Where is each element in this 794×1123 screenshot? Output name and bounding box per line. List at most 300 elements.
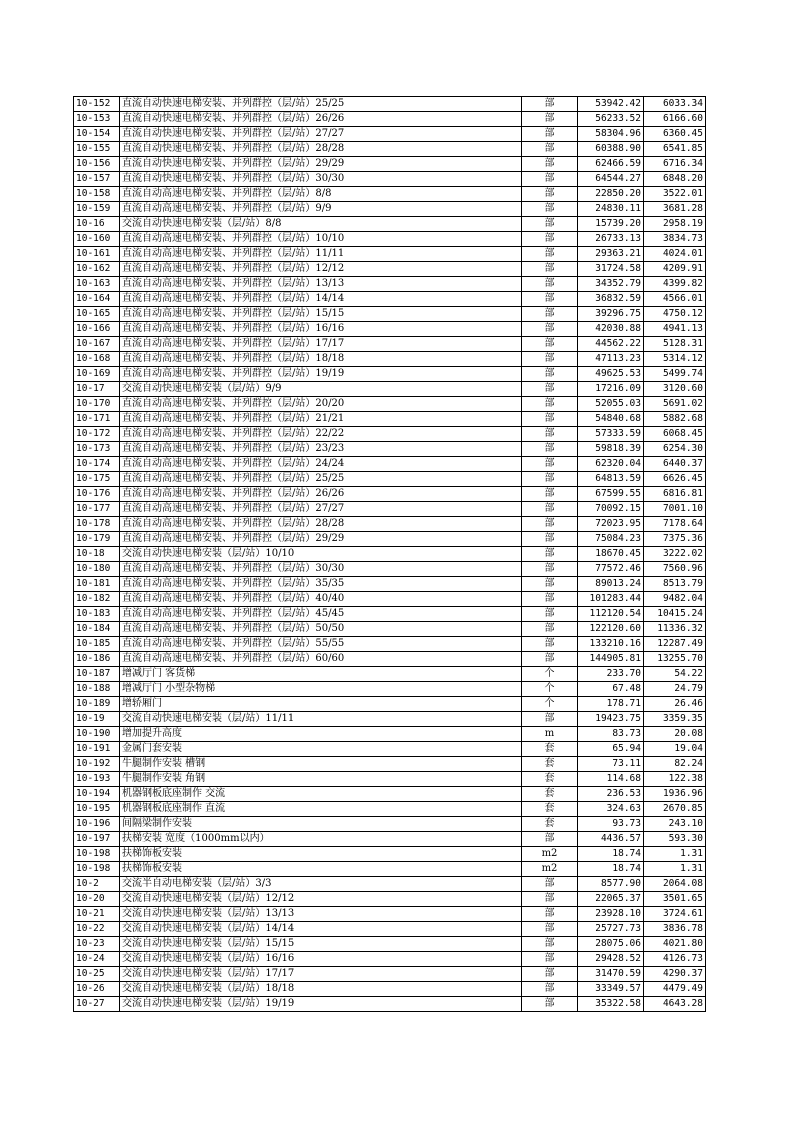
- labor-cost-cell: 4209.91: [644, 262, 706, 277]
- base-price-cell: 133210.16: [578, 637, 644, 652]
- unit-cell: 部: [522, 547, 578, 562]
- item-name-cell: 牛腿制作安装 槽钢: [120, 757, 522, 772]
- table-row: [74, 397, 706, 412]
- table-row: [74, 577, 706, 592]
- unit-cell: 套: [522, 742, 578, 757]
- base-price-cell: 62320.04: [578, 457, 644, 472]
- unit-cell: 部: [522, 157, 578, 172]
- table-row: [74, 787, 706, 802]
- base-price-cell: 8577.90: [578, 877, 644, 892]
- unit-cell: 套: [522, 787, 578, 802]
- item-name-cell: 直流自动高速电梯安装、并列群控（层/站）20/20: [120, 397, 522, 412]
- unit-cell: 部: [522, 892, 578, 907]
- base-price-cell: 112120.54: [578, 607, 644, 622]
- item-code-cell: 10-162: [74, 262, 120, 277]
- item-name-cell: 交流自动快速电梯安装（层/站）17/17: [120, 967, 522, 982]
- base-price-cell: 36832.59: [578, 292, 644, 307]
- item-name-cell: 交流自动快速电梯安装（层/站）11/11: [120, 712, 522, 727]
- item-name-cell: 交流半自动电梯安装（层/站）3/3: [120, 877, 522, 892]
- item-name-cell: 直流自动快速电梯安装、并列群控（层/站）26/26: [120, 112, 522, 127]
- base-price-cell: 70092.15: [578, 502, 644, 517]
- labor-cost-cell: 593.30: [644, 832, 706, 847]
- item-name-cell: 增减厅门 客货梯: [120, 667, 522, 682]
- item-code-cell: 10-165: [74, 307, 120, 322]
- item-code-cell: 10-169: [74, 367, 120, 382]
- unit-cell: 套: [522, 772, 578, 787]
- item-code-cell: 10-197: [74, 832, 120, 847]
- base-price-cell: 18.74: [578, 847, 644, 862]
- item-code-cell: 10-157: [74, 172, 120, 187]
- unit-cell: 个: [522, 667, 578, 682]
- unit-cell: m: [522, 727, 578, 742]
- item-name-cell: 金属门套安装: [120, 742, 522, 757]
- item-name-cell: 扶梯安装 宽度（1000mm以内）: [120, 832, 522, 847]
- item-name-cell: 扶梯饰板安装: [120, 847, 522, 862]
- unit-cell: 部: [522, 577, 578, 592]
- unit-cell: 部: [522, 202, 578, 217]
- table-row: [74, 592, 706, 607]
- unit-cell: 部: [522, 982, 578, 997]
- unit-cell: 部: [522, 607, 578, 622]
- base-price-cell: 25727.73: [578, 922, 644, 937]
- labor-cost-cell: 1.31: [644, 862, 706, 877]
- item-code-cell: 10-190: [74, 727, 120, 742]
- base-price-cell: 44562.22: [578, 337, 644, 352]
- base-price-cell: 233.70: [578, 667, 644, 682]
- item-name-cell: 直流自动高速电梯安装、并列群控（层/站）8/8: [120, 187, 522, 202]
- base-price-cell: 101283.44: [578, 592, 644, 607]
- item-name-cell: 直流自动高速电梯安装、并列群控（层/站）11/11: [120, 247, 522, 262]
- table-row: [74, 772, 706, 787]
- labor-cost-cell: 2958.19: [644, 217, 706, 232]
- item-name-cell: 直流自动高速电梯安装、并列群控（层/站）60/60: [120, 652, 522, 667]
- table-row: [74, 967, 706, 982]
- table-row: [74, 112, 706, 127]
- item-name-cell: 交流自动快速电梯安装（层/站）18/18: [120, 982, 522, 997]
- labor-cost-cell: 2670.85: [644, 802, 706, 817]
- unit-cell: 部: [522, 427, 578, 442]
- item-code-cell: 10-175: [74, 472, 120, 487]
- base-price-cell: 122120.60: [578, 622, 644, 637]
- base-price-cell: 89013.24: [578, 577, 644, 592]
- base-price-cell: 236.53: [578, 787, 644, 802]
- unit-cell: 部: [522, 412, 578, 427]
- item-code-cell: 10-24: [74, 952, 120, 967]
- unit-cell: 部: [522, 907, 578, 922]
- unit-cell: 个: [522, 697, 578, 712]
- table-row: [74, 637, 706, 652]
- table-row: [74, 472, 706, 487]
- table-row: [74, 817, 706, 832]
- item-code-cell: 10-20: [74, 892, 120, 907]
- base-price-cell: 144905.81: [578, 652, 644, 667]
- item-code-cell: 10-198: [74, 847, 120, 862]
- base-price-cell: 62466.59: [578, 157, 644, 172]
- item-name-cell: 直流自动高速电梯安装、并列群控（层/站）15/15: [120, 307, 522, 322]
- labor-cost-cell: 6848.20: [644, 172, 706, 187]
- unit-cell: m2: [522, 847, 578, 862]
- table-row: [74, 937, 706, 952]
- item-name-cell: 直流自动高速电梯安装、并列群控（层/站）26/26: [120, 487, 522, 502]
- base-price-cell: 49625.53: [578, 367, 644, 382]
- item-name-cell: 增轿厢门: [120, 697, 522, 712]
- item-code-cell: 10-192: [74, 757, 120, 772]
- labor-cost-cell: 243.10: [644, 817, 706, 832]
- item-name-cell: 增加提升高度: [120, 727, 522, 742]
- item-name-cell: 扶梯饰板安装: [120, 862, 522, 877]
- labor-cost-cell: 5882.68: [644, 412, 706, 427]
- table-row: [74, 802, 706, 817]
- unit-cell: 部: [522, 232, 578, 247]
- table-row: [74, 247, 706, 262]
- base-price-cell: 24830.11: [578, 202, 644, 217]
- base-price-cell: 34352.79: [578, 277, 644, 292]
- item-name-cell: 直流自动高速电梯安装、并列群控（层/站）27/27: [120, 502, 522, 517]
- table-row: [74, 727, 706, 742]
- labor-cost-cell: 5499.74: [644, 367, 706, 382]
- labor-cost-cell: 4643.28: [644, 997, 706, 1012]
- base-price-cell: 18.74: [578, 862, 644, 877]
- base-price-cell: 31470.59: [578, 967, 644, 982]
- item-name-cell: 交流自动快速电梯安装（层/站）12/12: [120, 892, 522, 907]
- item-name-cell: 直流自动高速电梯安装、并列群控（层/站）45/45: [120, 607, 522, 622]
- base-price-cell: 65.94: [578, 742, 644, 757]
- table-row: [74, 697, 706, 712]
- labor-cost-cell: 5314.12: [644, 352, 706, 367]
- item-name-cell: 直流自动高速电梯安装、并列群控（层/站）22/22: [120, 427, 522, 442]
- unit-cell: 部: [522, 187, 578, 202]
- item-name-cell: 直流自动高速电梯安装、并列群控（层/站）9/9: [120, 202, 522, 217]
- item-code-cell: 10-171: [74, 412, 120, 427]
- labor-cost-cell: 20.08: [644, 727, 706, 742]
- base-price-cell: 73.11: [578, 757, 644, 772]
- labor-cost-cell: 1936.96: [644, 787, 706, 802]
- item-name-cell: 直流自动高速电梯安装、并列群控（层/站）35/35: [120, 577, 522, 592]
- item-name-cell: 直流自动高速电梯安装、并列群控（层/站）10/10: [120, 232, 522, 247]
- item-code-cell: 10-159: [74, 202, 120, 217]
- base-price-cell: 22850.20: [578, 187, 644, 202]
- table-row: [74, 892, 706, 907]
- item-code-cell: 10-185: [74, 637, 120, 652]
- unit-cell: 个: [522, 682, 578, 697]
- unit-cell: 部: [522, 877, 578, 892]
- table-row: [74, 97, 706, 112]
- table-row: [74, 322, 706, 337]
- base-price-cell: 67.48: [578, 682, 644, 697]
- table-row: [74, 907, 706, 922]
- labor-cost-cell: 3834.73: [644, 232, 706, 247]
- table-row: [74, 127, 706, 142]
- item-name-cell: 直流自动快速电梯安装、并列群控（层/站）27/27: [120, 127, 522, 142]
- item-code-cell: 10-195: [74, 802, 120, 817]
- labor-cost-cell: 6166.60: [644, 112, 706, 127]
- item-code-cell: 10-154: [74, 127, 120, 142]
- base-price-cell: 18670.45: [578, 547, 644, 562]
- item-code-cell: 10-161: [74, 247, 120, 262]
- quota-table: [73, 96, 706, 1012]
- item-code-cell: 10-177: [74, 502, 120, 517]
- item-code-cell: 10-180: [74, 562, 120, 577]
- item-code-cell: 10-26: [74, 982, 120, 997]
- base-price-cell: 58304.96: [578, 127, 644, 142]
- unit-cell: 部: [522, 247, 578, 262]
- item-name-cell: 直流自动高速电梯安装、并列群控（层/站）29/29: [120, 532, 522, 547]
- table-body: [74, 97, 706, 1012]
- base-price-cell: 28075.06: [578, 937, 644, 952]
- item-name-cell: 直流自动高速电梯安装、并列群控（层/站）13/13: [120, 277, 522, 292]
- unit-cell: 部: [522, 367, 578, 382]
- labor-cost-cell: 4126.73: [644, 952, 706, 967]
- item-code-cell: 10-22: [74, 922, 120, 937]
- item-name-cell: 直流自动高速电梯安装、并列群控（层/站）55/55: [120, 637, 522, 652]
- item-code-cell: 10-155: [74, 142, 120, 157]
- base-price-cell: 39296.75: [578, 307, 644, 322]
- base-price-cell: 4436.57: [578, 832, 644, 847]
- item-name-cell: 交流自动快速电梯安装（层/站）13/13: [120, 907, 522, 922]
- labor-cost-cell: 10415.24: [644, 607, 706, 622]
- table-row: [74, 442, 706, 457]
- item-name-cell: 直流自动高速电梯安装、并列群控（层/站）25/25: [120, 472, 522, 487]
- labor-cost-cell: 6440.37: [644, 457, 706, 472]
- labor-cost-cell: 6033.34: [644, 97, 706, 112]
- labor-cost-cell: 7560.96: [644, 562, 706, 577]
- table-row: [74, 622, 706, 637]
- base-price-cell: 72023.95: [578, 517, 644, 532]
- table-row: [74, 742, 706, 757]
- item-name-cell: 直流自动高速电梯安装、并列群控（层/站）12/12: [120, 262, 522, 277]
- item-code-cell: 10-194: [74, 787, 120, 802]
- item-code-cell: 10-182: [74, 592, 120, 607]
- item-name-cell: 增减厅门 小型杂物梯: [120, 682, 522, 697]
- base-price-cell: 114.68: [578, 772, 644, 787]
- table-row: [74, 232, 706, 247]
- unit-cell: 部: [522, 172, 578, 187]
- table-row: [74, 982, 706, 997]
- table-row: [74, 277, 706, 292]
- base-price-cell: 59818.39: [578, 442, 644, 457]
- item-name-cell: 直流自动高速电梯安装、并列群控（层/站）19/19: [120, 367, 522, 382]
- item-code-cell: 10-167: [74, 337, 120, 352]
- base-price-cell: 54840.68: [578, 412, 644, 427]
- base-price-cell: 178.71: [578, 697, 644, 712]
- base-price-cell: 31724.58: [578, 262, 644, 277]
- labor-cost-cell: 24.79: [644, 682, 706, 697]
- table-row: [74, 202, 706, 217]
- labor-cost-cell: 4290.37: [644, 967, 706, 982]
- table-row: [74, 292, 706, 307]
- unit-cell: 部: [522, 592, 578, 607]
- item-code-cell: 10-163: [74, 277, 120, 292]
- item-code-cell: 10-153: [74, 112, 120, 127]
- unit-cell: 部: [522, 262, 578, 277]
- item-code-cell: 10-19: [74, 712, 120, 727]
- unit-cell: 部: [522, 337, 578, 352]
- unit-cell: 部: [522, 652, 578, 667]
- labor-cost-cell: 4566.01: [644, 292, 706, 307]
- labor-cost-cell: 3681.28: [644, 202, 706, 217]
- item-code-cell: 10-27: [74, 997, 120, 1012]
- labor-cost-cell: 19.04: [644, 742, 706, 757]
- base-price-cell: 29363.21: [578, 247, 644, 262]
- base-price-cell: 33349.57: [578, 982, 644, 997]
- labor-cost-cell: 3522.01: [644, 187, 706, 202]
- labor-cost-cell: 4399.82: [644, 277, 706, 292]
- unit-cell: 部: [522, 487, 578, 502]
- table-row: [74, 157, 706, 172]
- table-row: [74, 262, 706, 277]
- unit-cell: 部: [522, 127, 578, 142]
- table-row: [74, 187, 706, 202]
- item-code-cell: 10-158: [74, 187, 120, 202]
- table-row: [74, 217, 706, 232]
- labor-cost-cell: 4024.01: [644, 247, 706, 262]
- table-row: [74, 667, 706, 682]
- base-price-cell: 64544.27: [578, 172, 644, 187]
- labor-cost-cell: 3359.35: [644, 712, 706, 727]
- labor-cost-cell: 3501.65: [644, 892, 706, 907]
- unit-cell: 部: [522, 112, 578, 127]
- item-code-cell: 10-188: [74, 682, 120, 697]
- table-row: [74, 847, 706, 862]
- labor-cost-cell: 11336.32: [644, 622, 706, 637]
- item-name-cell: 机器钢板底座制作 直流: [120, 802, 522, 817]
- unit-cell: 部: [522, 952, 578, 967]
- table-row: [74, 607, 706, 622]
- item-code-cell: 10-191: [74, 742, 120, 757]
- unit-cell: 部: [522, 997, 578, 1012]
- labor-cost-cell: 6816.81: [644, 487, 706, 502]
- item-name-cell: 直流自动高速电梯安装、并列群控（层/站）30/30: [120, 562, 522, 577]
- table-row: [74, 547, 706, 562]
- table-row: [74, 412, 706, 427]
- table-row: [74, 712, 706, 727]
- base-price-cell: 35322.58: [578, 997, 644, 1012]
- table-row: [74, 502, 706, 517]
- item-name-cell: 间隔梁制作安装: [120, 817, 522, 832]
- labor-cost-cell: 6254.30: [644, 442, 706, 457]
- labor-cost-cell: 3724.61: [644, 907, 706, 922]
- item-code-cell: 10-178: [74, 517, 120, 532]
- base-price-cell: 57333.59: [578, 427, 644, 442]
- labor-cost-cell: 5128.31: [644, 337, 706, 352]
- table-row: [74, 532, 706, 547]
- labor-cost-cell: 4941.13: [644, 322, 706, 337]
- item-name-cell: 牛腿制作安装 角钢: [120, 772, 522, 787]
- base-price-cell: 15739.20: [578, 217, 644, 232]
- unit-cell: 部: [522, 322, 578, 337]
- table-row: [74, 997, 706, 1012]
- item-name-cell: 直流自动快速电梯安装、并列群控（层/站）29/29: [120, 157, 522, 172]
- item-name-cell: 交流自动快速电梯安装（层/站）19/19: [120, 997, 522, 1012]
- labor-cost-cell: 3836.78: [644, 922, 706, 937]
- unit-cell: 部: [522, 562, 578, 577]
- labor-cost-cell: 7375.36: [644, 532, 706, 547]
- item-name-cell: 直流自动高速电梯安装、并列群控（层/站）14/14: [120, 292, 522, 307]
- unit-cell: 部: [522, 937, 578, 952]
- labor-cost-cell: 13255.70: [644, 652, 706, 667]
- item-name-cell: 直流自动高速电梯安装、并列群控（层/站）16/16: [120, 322, 522, 337]
- unit-cell: 部: [522, 922, 578, 937]
- unit-cell: 部: [522, 292, 578, 307]
- labor-cost-cell: 82.24: [644, 757, 706, 772]
- labor-cost-cell: 7001.10: [644, 502, 706, 517]
- base-price-cell: 75084.23: [578, 532, 644, 547]
- item-code-cell: 10-2: [74, 877, 120, 892]
- table-row: [74, 517, 706, 532]
- item-name-cell: 直流自动高速电梯安装、并列群控（层/站）23/23: [120, 442, 522, 457]
- item-code-cell: 10-172: [74, 427, 120, 442]
- labor-cost-cell: 122.38: [644, 772, 706, 787]
- item-name-cell: 直流自动高速电梯安装、并列群控（层/站）40/40: [120, 592, 522, 607]
- item-code-cell: 10-18: [74, 547, 120, 562]
- item-code-cell: 10-184: [74, 622, 120, 637]
- labor-cost-cell: 6360.45: [644, 127, 706, 142]
- item-code-cell: 10-25: [74, 967, 120, 982]
- base-price-cell: 23928.10: [578, 907, 644, 922]
- base-price-cell: 53942.42: [578, 97, 644, 112]
- unit-cell: 部: [522, 397, 578, 412]
- unit-cell: 部: [522, 352, 578, 367]
- item-code-cell: 10-21: [74, 907, 120, 922]
- base-price-cell: 26733.13: [578, 232, 644, 247]
- table-row: [74, 862, 706, 877]
- labor-cost-cell: 6541.85: [644, 142, 706, 157]
- labor-cost-cell: 54.22: [644, 667, 706, 682]
- table-row: [74, 682, 706, 697]
- base-price-cell: 47113.23: [578, 352, 644, 367]
- item-name-cell: 直流自动高速电梯安装、并列群控（层/站）17/17: [120, 337, 522, 352]
- item-code-cell: 10-174: [74, 457, 120, 472]
- base-price-cell: 324.63: [578, 802, 644, 817]
- labor-cost-cell: 1.31: [644, 847, 706, 862]
- item-code-cell: 10-164: [74, 292, 120, 307]
- item-code-cell: 10-152: [74, 97, 120, 112]
- item-name-cell: 直流自动高速电梯安装、并列群控（层/站）50/50: [120, 622, 522, 637]
- unit-cell: 部: [522, 97, 578, 112]
- table-row: [74, 382, 706, 397]
- unit-cell: 部: [522, 622, 578, 637]
- item-code-cell: 10-166: [74, 322, 120, 337]
- item-code-cell: 10-160: [74, 232, 120, 247]
- unit-cell: m2: [522, 862, 578, 877]
- labor-cost-cell: 6068.45: [644, 427, 706, 442]
- unit-cell: 部: [522, 532, 578, 547]
- base-price-cell: 83.73: [578, 727, 644, 742]
- base-price-cell: 29428.52: [578, 952, 644, 967]
- labor-cost-cell: 26.46: [644, 697, 706, 712]
- unit-cell: 部: [522, 442, 578, 457]
- table-row: [74, 832, 706, 847]
- base-price-cell: 56233.52: [578, 112, 644, 127]
- table-row: [74, 367, 706, 382]
- table-row: [74, 457, 706, 472]
- unit-cell: 部: [522, 457, 578, 472]
- item-code-cell: 10-173: [74, 442, 120, 457]
- base-price-cell: 60388.90: [578, 142, 644, 157]
- unit-cell: 部: [522, 967, 578, 982]
- unit-cell: 部: [522, 832, 578, 847]
- item-code-cell: 10-23: [74, 937, 120, 952]
- unit-cell: 部: [522, 712, 578, 727]
- unit-cell: 部: [522, 142, 578, 157]
- table-row: [74, 952, 706, 967]
- unit-cell: 部: [522, 307, 578, 322]
- table-row: [74, 877, 706, 892]
- item-code-cell: 10-189: [74, 697, 120, 712]
- base-price-cell: 64813.59: [578, 472, 644, 487]
- labor-cost-cell: 4021.80: [644, 937, 706, 952]
- item-code-cell: 10-181: [74, 577, 120, 592]
